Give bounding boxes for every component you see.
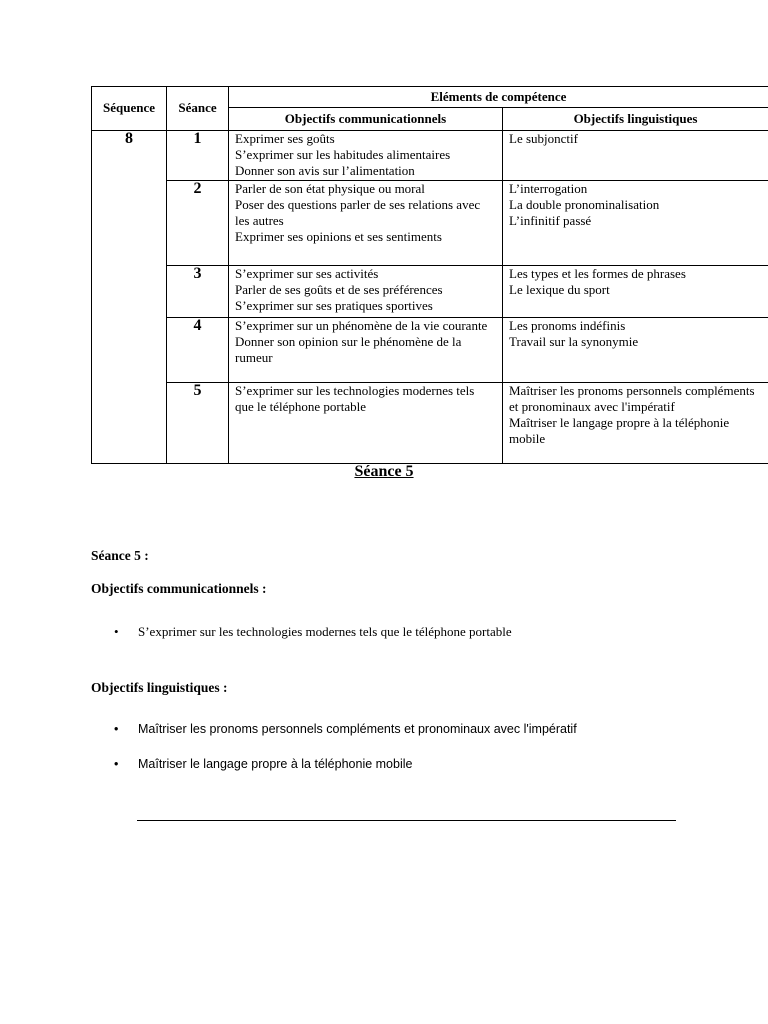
- ling-line: L’interrogation: [509, 180, 588, 196]
- comm-cell: [229, 180, 503, 265]
- comm-line: S’exprimer sur ses pratiques sportives: [235, 298, 433, 314]
- sequence-number: 8: [92, 131, 167, 464]
- ling-line: Les pronoms indéfinis: [509, 317, 626, 333]
- header-comm: Objectifs communicationnels: [229, 108, 503, 131]
- horizontal-rule: [137, 820, 676, 821]
- header-sequence: Séquence: [92, 87, 167, 131]
- ling-cell: [503, 180, 768, 265]
- seance-number: 3: [167, 265, 229, 317]
- ling-line: Travail sur la synonymie: [509, 333, 639, 349]
- comm-objectives-label: Objectifs communicationnels :: [91, 581, 267, 596]
- table-row: [92, 317, 768, 382]
- bullet-icon: •: [114, 757, 119, 771]
- comm-line: S’exprimer sur les technologies modernes tels que le téléphone portable: [235, 382, 475, 414]
- ling-line: L’infinitif passé: [509, 213, 592, 229]
- header-ling: Objectifs linguistiques: [503, 108, 768, 131]
- comm-objective-text: S’exprimer sur les technologies modernes tels que le téléphone portable: [138, 624, 512, 639]
- comm-line: Exprimer ses goûts: [235, 131, 335, 146]
- ling-cell: [503, 131, 768, 181]
- ling-cell: [503, 265, 768, 317]
- table-row: [92, 180, 768, 265]
- ling-objective-text: Maîtriser le langage propre à la téléphonie mobile: [138, 757, 413, 771]
- competence-table: [91, 86, 768, 464]
- ling-line: Le lexique du sport: [509, 281, 610, 297]
- comm-line: Parler de ses goûts et de ses préférences: [235, 281, 443, 297]
- comm-line: Parler de son état physique ou moral: [235, 180, 425, 196]
- section-title: Séance 5: [354, 463, 414, 480]
- seance-number: 4: [167, 317, 229, 382]
- seance-number: 5: [167, 382, 229, 463]
- header-seance: Séance: [167, 87, 229, 131]
- comm-cell: [229, 131, 503, 181]
- comm-cell: [229, 265, 503, 317]
- table-row: [92, 131, 768, 181]
- ling-line: Le subjonctif: [509, 131, 578, 146]
- bullet-icon: •: [114, 722, 119, 736]
- seance-number: 2: [167, 180, 229, 265]
- comm-line: S’exprimer sur un phénomène de la vie courante: [235, 317, 488, 333]
- table-row: [92, 382, 768, 463]
- ling-objective-text: Maîtriser les pronoms personnels compléments et pronominaux avec l'impératif: [138, 722, 577, 736]
- header-elements: Eléments de compétence: [229, 87, 768, 108]
- bullet-icon: •: [114, 624, 119, 639]
- ling-cell: [503, 382, 768, 463]
- seance-label: Séance 5 :: [91, 548, 149, 563]
- comm-line: Donner son avis sur l’alimentation: [235, 163, 415, 179]
- ling-objectives-label: Objectifs linguistiques :: [91, 680, 228, 695]
- comm-line: Poser des questions parler de ses relations avec les autres: [235, 196, 481, 229]
- table-row: [92, 265, 768, 317]
- ling-line: Maîtriser le langage propre à la téléphonie mobile: [509, 415, 730, 447]
- comm-line: S’exprimer sur les habitudes alimentaires: [235, 147, 451, 163]
- ling-line: La double pronominalisation: [509, 196, 660, 212]
- ling-line: Maîtriser les pronoms personnels compléments et pronominaux avec l'impératif: [509, 382, 755, 414]
- ling-line: Les types et les formes de phrases: [509, 265, 686, 281]
- comm-cell: [229, 317, 503, 382]
- ling-cell: [503, 317, 768, 382]
- comm-line: S’exprimer sur ses activités: [235, 265, 379, 281]
- comm-line: Donner son opinion sur le phénomène de la rumeur: [235, 333, 462, 366]
- seance-number: 1: [167, 131, 229, 181]
- comm-line: Exprimer ses opinions et ses sentiments: [235, 229, 442, 245]
- comm-cell: [229, 382, 503, 463]
